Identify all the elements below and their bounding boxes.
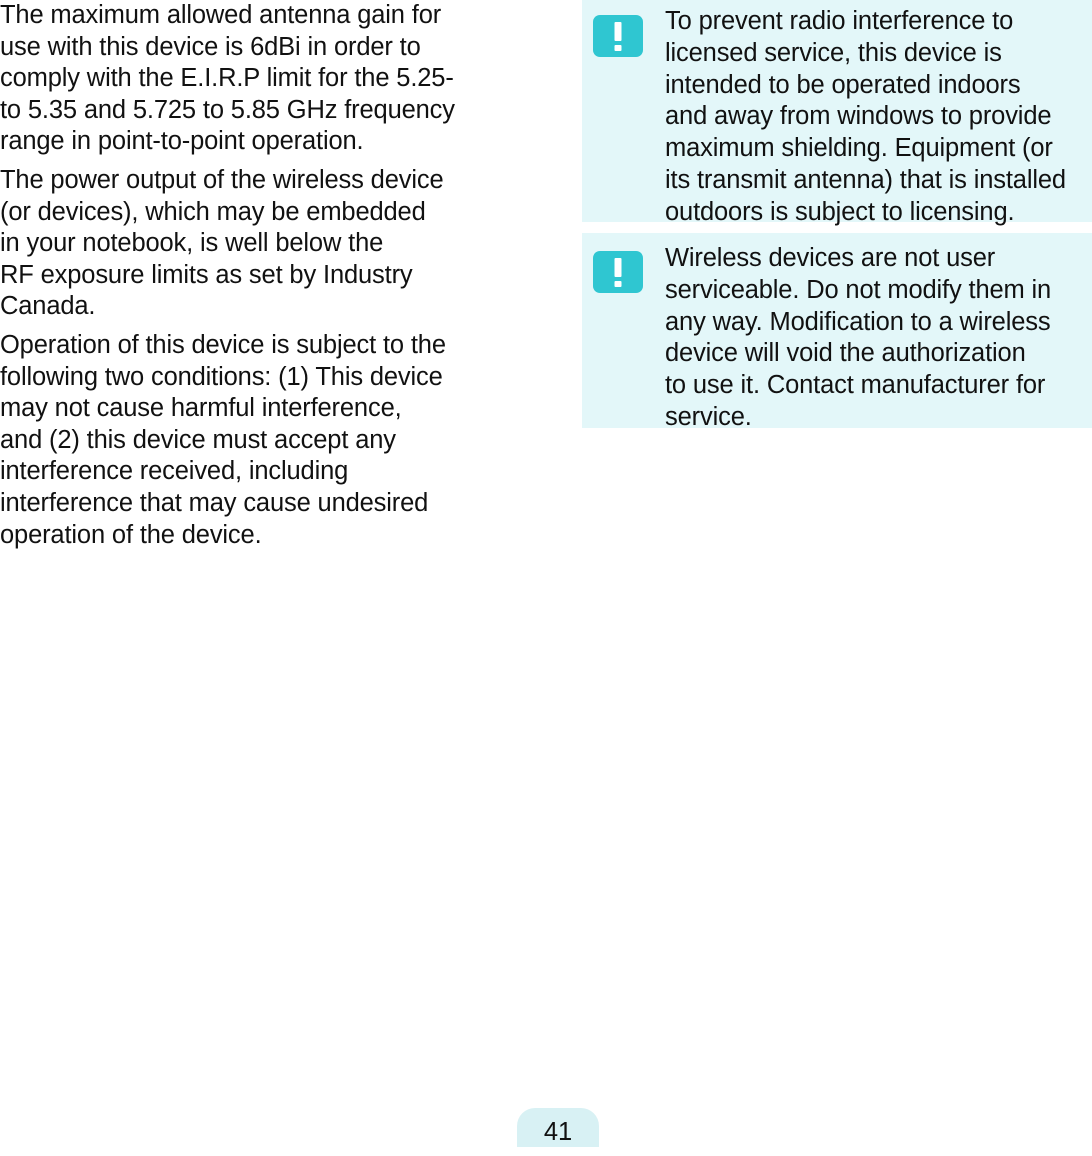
operation-conditions-paragraph: Operation of this device is subject to the following two conditions: (1) This device may not cause harmful interference, and (2) this device must accept any interference received, including interference that may cause undesired operation of the device. bbox=[0, 330, 446, 549]
exclamation-icon bbox=[593, 251, 643, 293]
licensing-note-box bbox=[582, 0, 1092, 226]
serviceability-note-box bbox=[582, 233, 1092, 431]
antenna-gain-paragraph: The maximum allowed antenna gain for use with this device is 6dBi in order to comply with the E.I.R.P limit for the 5.25- to 5.35 and 5.725 to 5.85 GHz frequency range in point-to-point operation. bbox=[0, 1, 455, 156]
serviceability-note-text: Wireless devices are not user serviceable. Do not modify them in any way. Modification to a wireless device will void the authorization to use it. Contact manufacturer for service. bbox=[665, 244, 1052, 431]
left-column bbox=[0, 0, 540, 558]
rf-exposure-paragraph: The power output of the wireless device (or devices), which may be embedded in your notebook, is well below the RF exposure limits as set by Industry Canada. bbox=[0, 165, 444, 321]
page-number: 41 bbox=[517, 1108, 599, 1147]
licensing-note-text: To prevent radio interference to licensed service, this device is intended to be operated indoors and away from windows to provide maximum shielding. Equipment (or its transmit antenna) that is installed outdoors is subject to licensing. bbox=[665, 7, 1066, 226]
exclamation-icon bbox=[593, 15, 643, 57]
